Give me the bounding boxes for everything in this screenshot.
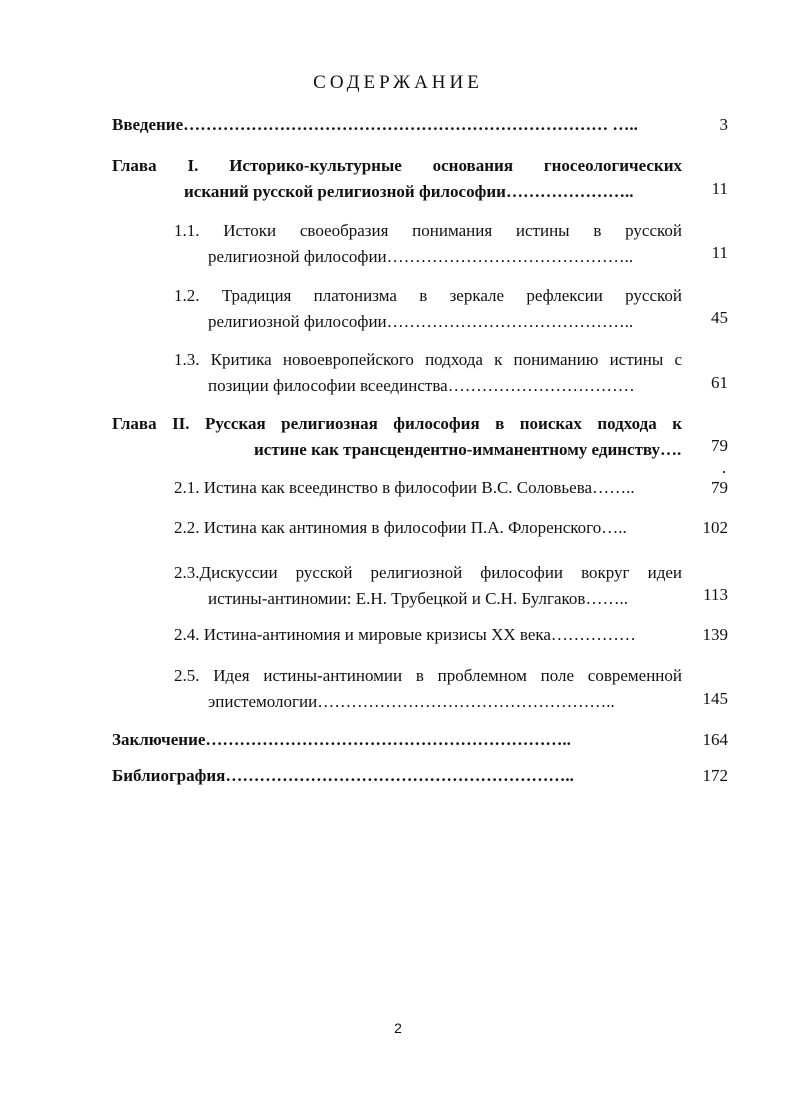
toc-entry-label: Заключение……………………………………………………….. bbox=[112, 730, 571, 749]
toc-entry-1-2 bbox=[174, 283, 682, 335]
toc-entry-bibliography bbox=[112, 763, 682, 789]
toc-entry-label-cont: религиозной философии…………………………………….. bbox=[208, 247, 634, 266]
toc-entry-label-cont: исканий русской религиозной философии………………….. bbox=[184, 182, 634, 201]
toc-entry-label-cont: истине как трансцендентно-имманентному единству…. bbox=[254, 440, 682, 459]
toc-entry-label: 1.2. Традиция платонизма в зеркале рефлексии русской bbox=[174, 286, 682, 305]
toc-entry-label-cont: эпистемологии…………………………………………….. bbox=[208, 692, 615, 711]
stray-mark: . bbox=[722, 458, 727, 477]
toc-entry-2-4 bbox=[174, 622, 682, 648]
toc-entry-intro bbox=[112, 112, 672, 138]
toc-entry-label: Введение………………………………………………………………… ….. bbox=[112, 115, 638, 134]
page-title: СОДЕРЖАНИЕ bbox=[313, 72, 483, 93]
toc-page-number: 113 bbox=[703, 585, 728, 604]
toc-entry-label: Глава II. Русская религиозная философия в поисках подхода к bbox=[112, 414, 682, 433]
toc-page-number: 3 bbox=[719, 115, 728, 134]
toc-entry-conclusion bbox=[112, 727, 682, 753]
toc-page-number: 164 bbox=[702, 730, 728, 749]
toc-page-number: 45 bbox=[711, 308, 728, 327]
toc-entry-chapter-2 bbox=[112, 411, 682, 463]
toc-entry-label: 2.4. Истина-антиномия и мировые кризисы XX века…………… bbox=[174, 625, 636, 644]
toc-entry-label-cont: позиции философии всеединства…………………………… bbox=[208, 376, 635, 395]
toc-page-number: 102 bbox=[702, 518, 728, 537]
toc-entry-label-cont: религиозной философии…………………………………….. bbox=[208, 312, 634, 331]
toc-entry-2-5 bbox=[174, 663, 682, 715]
toc-page-number: 79 bbox=[711, 478, 728, 497]
toc-entry-label: Глава I. Историко-культурные основания гносеологических bbox=[112, 156, 682, 175]
toc-page-number: 139 bbox=[702, 625, 728, 644]
toc-entry-label: 1.3. Критика новоевропейского подхода к пониманию истины с bbox=[174, 350, 682, 369]
toc-entry-label: 2.1. Истина как всеединство в философии В.С. Соловьева…….. bbox=[174, 478, 635, 497]
toc-page-number: 172 bbox=[702, 766, 728, 785]
toc-entry-1-3 bbox=[174, 347, 682, 399]
toc-entry-2-3 bbox=[174, 560, 682, 612]
toc-page-number: 11 bbox=[711, 179, 728, 198]
page-number: 2 bbox=[394, 1020, 402, 1036]
toc-entry-label: 1.1. Истоки своеобразия понимания истины в русской bbox=[174, 221, 682, 240]
toc-page-number: 61 bbox=[711, 373, 728, 392]
toc-page-number: 145 bbox=[702, 689, 728, 708]
toc-entry-2-2 bbox=[174, 515, 682, 541]
toc-entry-label: 2.2. Истина как антиномия в философии П.А. Флоренского….. bbox=[174, 518, 627, 537]
toc-entry-2-1 bbox=[174, 475, 682, 501]
toc-entry-label: Библиография…………………………………………………….. bbox=[112, 766, 574, 785]
toc-page-number: 11 bbox=[711, 243, 728, 262]
toc-entry-label: 2.3.Дискуссии русской религиозной философии вокруг идеи bbox=[174, 563, 682, 582]
toc-entry-chapter-1 bbox=[112, 153, 682, 205]
toc-entry-label-cont: истины-антиномии: Е.Н. Трубецкой и С.Н. Булгаков…….. bbox=[208, 589, 628, 608]
toc-page-number: 79 bbox=[711, 436, 728, 455]
toc-entry-label: 2.5. Идея истины-антиномии в проблемном поле современной bbox=[174, 666, 682, 685]
toc-entry-1-1 bbox=[174, 218, 682, 270]
